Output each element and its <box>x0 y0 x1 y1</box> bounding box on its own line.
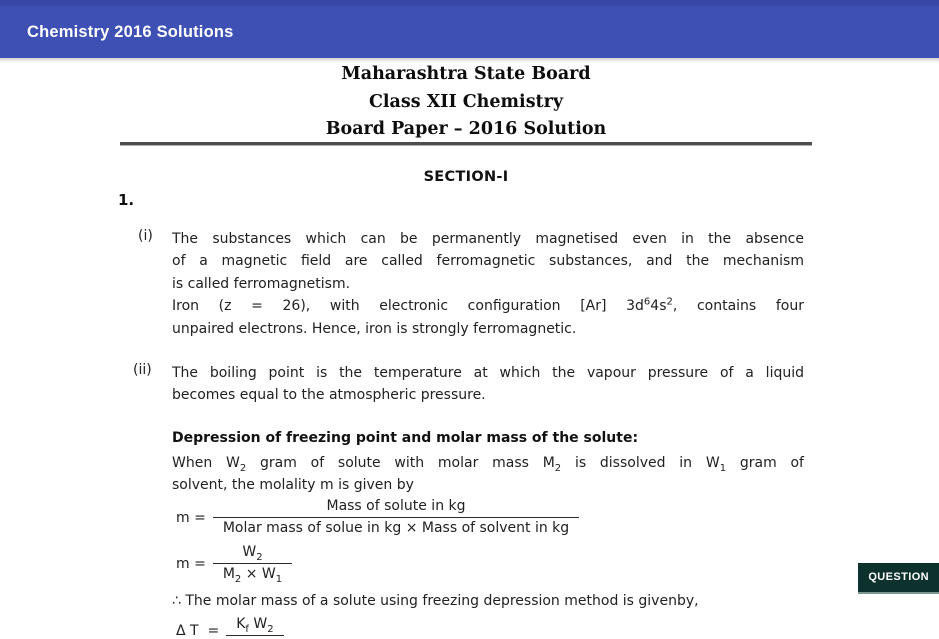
fraction-numerator: $K_f$ $W_2$ <box>226 614 283 636</box>
formula-lhs: m = <box>176 509 206 526</box>
doc-title-line-2: Class XII Chemistry <box>368 91 564 112</box>
formula-lhs: Δ T = <box>176 623 220 639</box>
molality-formula-words <box>176 496 579 539</box>
document-title <box>120 61 812 144</box>
item-ii-label: (ii) <box>133 362 152 378</box>
fraction-denominator: Molar mass of solue in kg × Mass of solvent in kg <box>222 520 570 536</box>
text-line: The substances which can be permanently magnetised even in the absence <box>172 231 804 247</box>
molality-formula-symbols <box>176 542 292 585</box>
text-line: unpaired electrons. Hence, iron is strongly ferromagnetic. <box>172 320 577 337</box>
text-line: solvent, the molality m is given by <box>172 477 414 494</box>
question-badge[interactable]: QUESTION <box>858 563 939 594</box>
fraction <box>226 614 283 636</box>
doc-title-line-1: Maharashtra State Board <box>341 64 591 84</box>
text-line: is called ferromagnetism. <box>172 275 351 292</box>
app-bar <box>0 0 939 58</box>
item-i-label: (i) <box>138 228 153 244</box>
fraction <box>213 542 292 585</box>
text-line: When $W_2$ gram of solute with molar mass $M_2$ is dissolved in $W_1$ gram of <box>172 455 804 474</box>
molality-intro-text <box>172 452 804 497</box>
text-line: The boiling point is the temperature at which the vapour pressure of a liquid <box>172 365 804 381</box>
text-line: Iron (z = 26), with electronic configuration [Ar] $3d^64s^2$, contains four <box>172 296 804 315</box>
text-line: of a magnetic field are called ferromagnetic substances, and the mechanism <box>172 253 804 270</box>
formula-lhs: m = <box>176 555 206 572</box>
title-divider-rule <box>120 142 812 146</box>
item-ii-text <box>172 362 804 407</box>
fraction-numerator: Mass of solute in kg <box>213 496 579 518</box>
conclusion-text: ∴ The molar mass of a solute using freezing depression method is givenby, <box>172 593 699 609</box>
fraction <box>213 496 579 539</box>
section-heading: SECTION-I <box>423 169 509 185</box>
item-i-text <box>172 228 804 340</box>
text-line: becomes equal to the atmospheric pressure. <box>172 387 486 404</box>
depression-heading: Depression of freezing point and molar mass of the solute: <box>172 430 639 446</box>
fraction-numerator: $W_2$ <box>213 542 292 564</box>
delta-tf-formula <box>176 614 284 639</box>
fraction-denominator: $M_2 \times W_1$ <box>222 566 283 585</box>
question-number: 1. <box>118 191 135 209</box>
app-title: Chemistry 2016 Solutions <box>27 23 234 41</box>
doc-title-line-3: Board Paper – 2016 Solution <box>325 119 607 139</box>
